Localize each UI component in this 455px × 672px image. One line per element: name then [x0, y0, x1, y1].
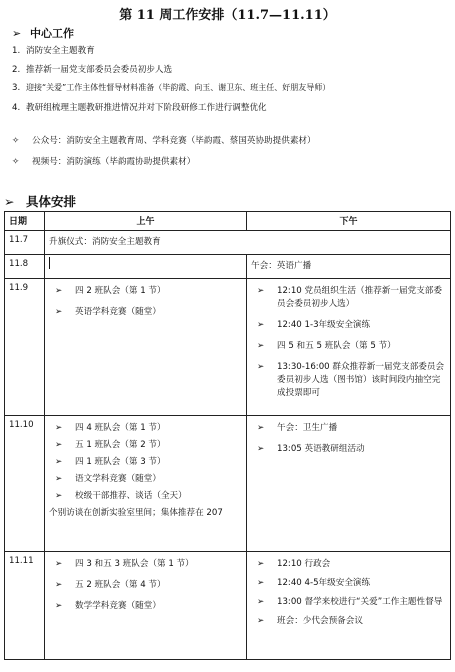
- row-date: 11.9: [5, 279, 45, 416]
- arrow-bullet-icon: ➢: [55, 559, 63, 569]
- arrow-bullet-icon: ➢: [55, 601, 63, 611]
- diamond-bullet-icon: ✧: [12, 157, 20, 167]
- arrow-bullet-icon: ➢: [55, 440, 63, 450]
- text-cursor: [49, 257, 50, 269]
- arrow-bullet-icon: ➢: [12, 27, 22, 40]
- diamond-bullet-icon: ✧: [12, 136, 20, 146]
- media-line-video: ✧ 视频号：消防演练（毕韵霞协助提供素材）: [12, 157, 196, 167]
- arrow-bullet-icon: ➢: [55, 423, 63, 433]
- arrow-bullet-icon: ➢: [257, 597, 265, 607]
- arrow-bullet-icon: ➢: [257, 578, 265, 588]
- col-date-header: 日期: [5, 212, 45, 231]
- media-line-wechat: ✧ 公众号：消防安全主题教育周、学科竞赛（毕韵霞、蔡国英协助提供素材）: [12, 136, 316, 146]
- am-cell: [45, 255, 247, 279]
- arrow-bullet-icon: ➢: [257, 341, 265, 351]
- page-title: 第 11 周工作安排（11.7—11.11）: [119, 8, 336, 23]
- schedule-heading: ➢ 具体安排: [4, 194, 77, 209]
- row-date: 11.11: [5, 552, 45, 660]
- arrow-bullet-icon: ➢: [257, 423, 265, 433]
- am-cell: ➢ 四 4 班队会（第 1 节） ➢ 五 1 班队会（第 2 节） ➢ 四 1 班队会（第 3 节） ➢ 语文学科竞赛（随堂） ➢ 校级干部推荐、谈话（全天） 个别访谈在创新实验室里间；集体推荐在 207: [45, 416, 247, 552]
- arrow-bullet-icon: ➢: [257, 559, 265, 569]
- arrow-bullet-icon: ➢: [257, 362, 265, 372]
- arrow-bullet-icon: ➢: [55, 580, 63, 590]
- row-date: 11.10: [5, 416, 45, 552]
- center-item: 3. 迎接“关爱”工作主体性督导材料准备（毕韵霞、向玉、谢卫东、班主任、好朋友导师）: [12, 83, 331, 93]
- center-item: 4. 教研组梳理主题教研推进情况并对下阶段研修工作进行调整优化: [12, 103, 267, 113]
- arrow-bullet-icon: ➢: [4, 194, 15, 209]
- arrow-bullet-icon: ➢: [55, 457, 63, 467]
- col-pm-header: 下午: [247, 212, 451, 231]
- center-work-heading: ➢ 中心工作: [12, 27, 74, 40]
- am-cell: ➢ 四 2 班队会（第 1 节） ➢ 英语学科竞赛（随堂）: [45, 279, 247, 416]
- table-row: [5, 416, 451, 552]
- table-row: [5, 279, 451, 416]
- arrow-bullet-icon: ➢: [55, 307, 63, 317]
- pm-cell: ➢ 12:10 行政会 ➢ 12:40 4-5年级安全演练 ➢ 13:00 督学来校进行“关爱”工作主题性督导 ➢ 班会：少代会预备会议: [247, 552, 451, 660]
- row-date: 11.8: [5, 255, 45, 279]
- am-note: 个别访谈在创新实验室里间；集体推荐在 207: [49, 508, 223, 518]
- pm-cell: ➢ 12:10 党员组织生活（推荐新一届党支部委员会委员初步人选） ➢ 12:40 1-3年级安全演练 ➢ 四 5 和五 5 班队会（第 5 节） ➢ 13:30-16:00 群众推荐新一届党支部委员会委员初步人选（图书馆）该时间段内抽空完成投票即可: [247, 279, 451, 416]
- arrow-bullet-icon: ➢: [257, 320, 265, 330]
- table-row: [5, 255, 451, 279]
- row-span-cell: 升旗仪式：消防安全主题教育: [45, 231, 451, 255]
- table-header-row: [5, 212, 451, 231]
- arrow-bullet-icon: ➢: [55, 474, 63, 484]
- arrow-bullet-icon: ➢: [55, 286, 63, 296]
- arrow-bullet-icon: ➢: [257, 444, 265, 454]
- col-am-header: 上午: [45, 212, 247, 231]
- table-row: [5, 231, 451, 255]
- center-item: 1. 消防安全主题教育: [12, 46, 95, 56]
- arrow-bullet-icon: ➢: [257, 286, 265, 296]
- arrow-bullet-icon: ➢: [257, 616, 265, 626]
- row-date: 11.7: [5, 231, 45, 255]
- pm-cell: ➢ 午会：卫生广播 ➢ 13:05 英语教研组活动: [247, 416, 451, 552]
- am-cell: ➢ 四 3 和五 3 班队会（第 1 节） ➢ 五 2 班队会（第 4 节） ➢ 数学学科竞赛（随堂）: [45, 552, 247, 660]
- arrow-bullet-icon: ➢: [55, 491, 63, 501]
- schedule-table: [4, 211, 451, 660]
- table-row: [5, 552, 451, 660]
- center-item: 2. 推荐新一届党支部委员会委员初步人选: [12, 65, 173, 75]
- pm-cell: 午会：英语广播: [247, 255, 451, 279]
